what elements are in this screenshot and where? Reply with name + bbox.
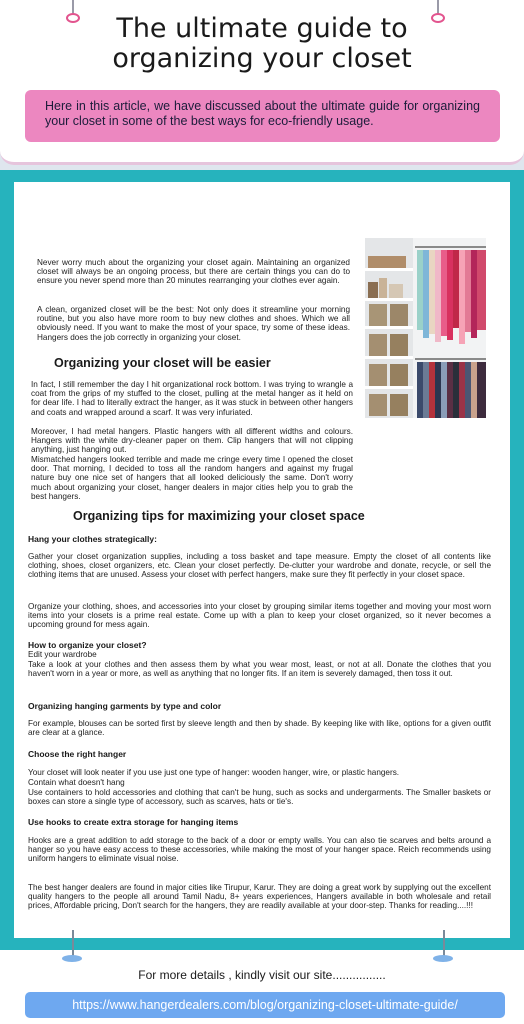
paragraph-hooks: Hooks are a great addition to add storage to the back of a door or empty walls. You can also tie scarves and belts around a hanger so you have easy access to these accessories, while making the most of your hanger space. Reich recommends using uniform hangers to eliminate visual noise.: [28, 836, 491, 864]
heading-garments-type-color: Organizing hanging garments by type and color: [28, 701, 222, 711]
heading-hooks: Use hooks to create extra storage for hanging items: [28, 817, 239, 827]
paragraph-hanger-dealers: The best hanger dealers are found in major cities like Tirupur, Karur. They are doing a great work by supplying out the excellent quality hangers to the people all around Tamil Nadu, 8+ years experiences, Hangers available in both wholesale and retail prices, Affordable pricing, Don't search for the hangers, they are readily available at your door-step. Thanks for reading....!!!: [28, 883, 491, 911]
paragraph-mismatched: Mismatched hangers looked terrible and made me cringe every time I opened the closet door. That morning, I decided to toss all the random hangers and against my frugal nature buy one nice set of hangers that all looked deliciously the same. Don't worry much about organizing your closet, hanger dealers in major cities help you to grab the best hangers.: [31, 455, 353, 501]
footer-pin-left: [72, 930, 74, 956]
closet-illustration: [365, 238, 486, 418]
paragraph-assess-clothes: Take a look at your clothes and then assess them by what you wear most, least, or not at all. Donate the clothes that you haven't worn in a year or more, as well as anything that no longer fits. If an item is severely damaged, then toss it out.: [28, 660, 491, 679]
site-url-link[interactable]: https://www.hangerdealers.com/blog/organizing-closet-ultimate-guide/: [25, 992, 505, 1018]
page-title: [0, 14, 524, 74]
intro-box: Here in this article, we have discussed about the ultimate guide for organizing your closet in some of the best ways for eco-friendly usage.: [25, 90, 500, 142]
paragraph-blouses: For example, blouses can be sorted first by sleeve length and then by shade. By keeping like with like, options for a given outfit are clear at a glance.: [28, 719, 491, 738]
paragraph-one-type-hanger: Your closet will look neater if you use just one type of hanger: wooden hanger, wire, or plastic hangers.: [28, 768, 400, 777]
heading-tips: Organizing tips for maximizing your closet space: [73, 509, 365, 523]
footer-dot-left: [62, 955, 82, 962]
paragraph-containers: Use containers to hold accessories and clothing that can't be hung, such as socks and undergarments. The Smaller baskets or boxes can store a single type of accessory, such as scarves, hats or tie's.: [28, 788, 491, 807]
pin-line-left: [72, 0, 74, 14]
paragraph-clean-closet: A clean, organized closet will be the best: Not only does it streamline your morning routine, but you also have more room to buy new clothes and shoes. Which we all obviously need. If you want to make the most of your space, try some of these ideas. Hangers does the job correctly in organizing your closet.: [37, 305, 350, 342]
pin-line-right: [437, 0, 439, 14]
heading-right-hanger: Choose the right hanger: [28, 749, 127, 759]
heading-easier: Organizing your closet will be easier: [54, 356, 271, 370]
footer-pin-right: [443, 930, 445, 956]
title-line-1: The ultimate guide to: [116, 13, 408, 44]
paragraph-gather-supplies: Gather your closet organization supplies, including a toss basket and tape measure. Empty the closet of all contents like clothing, shoes, closet organizers, etc. Clean your closet perfectly. De-clutter your wardrobe and donate, recycle, or sell the clothing items that are unused. Assess your closet with perfect hangers, make sure they fit perfectly in your closet space.: [28, 552, 491, 580]
more-details-text: For more details , kindly visit our site................: [138, 968, 386, 982]
paragraph-contain-label: Contain what doesn't hang: [28, 778, 125, 787]
paragraph-metal-hangers: Moreover, I had metal hangers. Plastic hangers with all different widths and colours. Hangers with the white dry-cleaner paper on them. Clip hangers that will not clipping anything, just hanging out.: [31, 427, 353, 455]
paragraph-rock-bottom: In fact, I still remember the day I hit organizational rock bottom. I was trying to wrangle a coat from the grips of my stuffed to the closet, pulling at the metal hanger as it held on for dear life. I had to literally extract the hanger, as it was stuck in between other hangers and coats and wrapped around a scarf. It was very infuriated.: [31, 380, 353, 417]
heading-hang-clothes: Hang your clothes strategically:: [28, 534, 157, 544]
paragraph-edit-wardrobe: Edit your wardrobe: [28, 650, 97, 659]
title-line-2: organizing your closet: [112, 43, 412, 74]
paragraph-group-items: Organize your clothing, shoes, and accessories into your closet by grouping similar items together and moving your most worn items into your closets is a prime real estate. Come up with a plan to keep your closet organized, so it never becomes a upcoming ground for mess again.: [28, 602, 491, 630]
paragraph-intro: Never worry much about the organizing your closet again. Maintaining an organized closet will always be an ongoing process, but there are certain things you can do to ensure you never spend more than 20 minutes rearranging your clothes ever again.: [37, 258, 350, 286]
closet-photo: [365, 238, 486, 418]
footer-dot-right: [433, 955, 453, 962]
heading-how-organize: How to organize your closet?: [28, 640, 147, 650]
